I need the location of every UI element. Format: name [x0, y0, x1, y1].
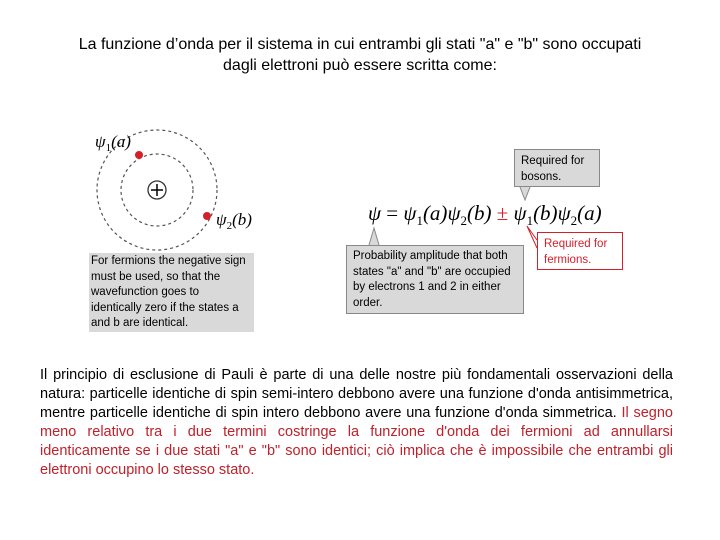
amplitude-bracket — [369, 228, 379, 245]
paragraph-black: Il principio di esclusione di Pauli è parte di una delle nostre più fondamentali osservazioni della natura: particelle identiche di spin semi-intero debbono avere una funzione d'onda antisimmetrica, mentre particelle identiche di spin intero debbono avere una funzione d'onda simmetrica. — [40, 367, 673, 421]
fermion-note: For fermions the negative sign must be used, so that the wavefunction goes to identically zero if the states a and b are identical. — [89, 253, 254, 332]
electron-a — [135, 151, 143, 159]
electron-b — [203, 212, 211, 220]
bosons-pointer — [520, 187, 530, 200]
page-title: La funzione d’onda per il sistema in cui entrambi gli stati "a" e "b" sono occupati dagli elettroni può essere scritta come: — [78, 36, 642, 74]
bosons-label: Required for bosons. — [514, 149, 600, 187]
psi1-a-label: $\psi_1(a)$ — [95, 132, 131, 154]
wavefunction-equation: $\psi = \psi_1(a)\psi_2(b) \pm \psi_1(b)\psi_2(a)$ — [368, 201, 602, 228]
explanation-paragraph — [40, 366, 673, 480]
paragraph-red: Il segno meno relativo tra i due termini costringe la funzione d'onda dei fermioni ad annullarsi identicamente se i due stati "a" e "b" sono identici; ciò implica che è impossibile che entrambi gli elettroni occupino lo stesso stato. — [40, 405, 673, 478]
psi2-b-label: $\psi_2(b)$ — [216, 210, 252, 232]
fermions-pointer — [527, 226, 537, 248]
probability-note: Probability amplitude that both states "a" and "b" are occupied by electrons 1 and 2 in either order. — [346, 245, 524, 314]
fermions-label: Required for fermions. — [537, 232, 623, 270]
